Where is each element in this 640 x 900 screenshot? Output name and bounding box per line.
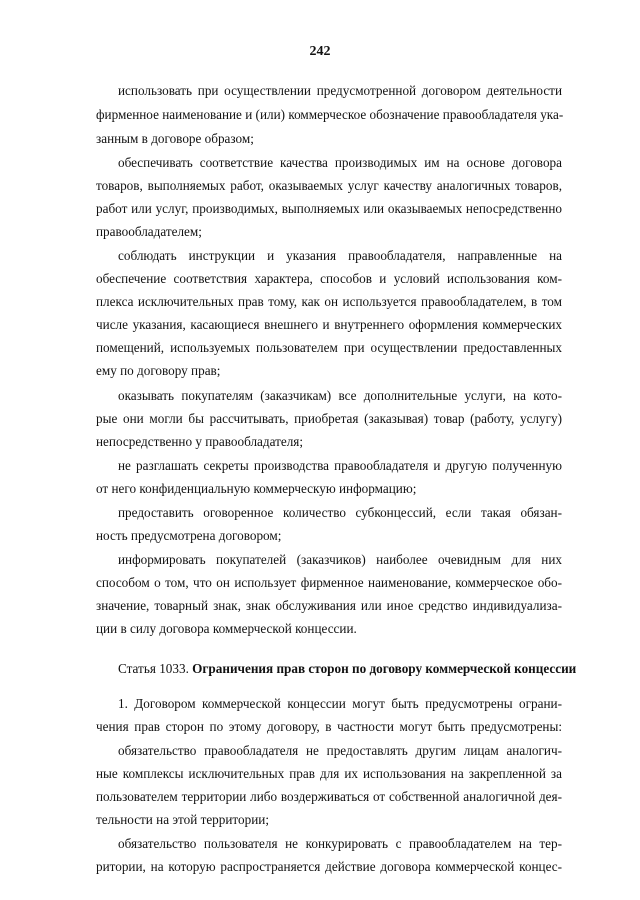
text-line: чения прав сторон по этому договору, в частности могут быть предусмотрены: (96, 719, 562, 734)
text-line: оказывать покупателям (заказчикам) все дополнительные услуги, на кото- (118, 388, 562, 403)
text-line: фирменное наименование и (или) коммерческое обозначение правообладателя ука- (96, 107, 564, 122)
text-line: правообладателем; (96, 224, 202, 239)
text-line: ные комплексы исключительных прав для их использования на закрепленной за (96, 766, 562, 781)
page-number: 242 (309, 44, 331, 59)
text-line: работ или услуг, производимых, выполняемых или оказываемых непосредственно (96, 201, 562, 216)
text-line: тельности на этой территории; (96, 812, 269, 827)
article-heading (118, 660, 640, 678)
text-line: информировать покупателей (заказчиков) наиболее очевидным для них (118, 552, 562, 567)
text-line: товаров, выполняемых работ, оказываемых услуг качеству аналогичных товаров, (96, 178, 562, 193)
text-line: способом о том, что он использует фирменное наименование, коммерческое обо- (96, 575, 562, 590)
text-line: непосредственно у правообладателя; (96, 434, 304, 449)
text-line: значение, товарный знак, знак обслуживания или иное средство индивидуализа- (96, 598, 562, 613)
text-line: от него конфиденциальную коммерческую информацию; (96, 481, 417, 496)
text-line: рые они могли бы рассчитывать, приобретая (заказывая) товар (работу, услугу) (96, 411, 562, 426)
text-line: 1. Договором коммерческой концессии могут быть предусмотрены ограни- (118, 696, 562, 711)
text-line: не разглашать секреты производства правообладателя и другую полученную (118, 458, 562, 473)
text-line: использовать при осуществлении предусмотренной договором деятельности (118, 83, 562, 98)
text-line: ему по договору прав; (96, 363, 221, 378)
text-line: занным в договоре образом; (96, 131, 254, 146)
text-line: помещений, используемых пользователем при осуществлении предоставленных (96, 340, 562, 355)
article-title: Ограничения прав сторон по договору коммерческой концессии (192, 661, 577, 676)
text-line: обязательство правообладателя не предоставлять другим лицам аналогич- (118, 743, 562, 758)
article-number: Статья 1033. (118, 661, 189, 676)
text-line: обеспечивать соответствие качества производимых им на основе договора (118, 155, 562, 170)
text-line: ность предусмотрена договором; (96, 528, 282, 543)
text-line: обеспечение соответствия характера, способов и условий использования ком- (96, 271, 562, 286)
text-line: числе указания, касающиеся внешнего и внутреннего оформления коммерческих (96, 317, 562, 332)
text-line: ции в силу договора коммерческой концессии. (96, 621, 357, 636)
text-line: соблюдать инструкции и указания правообладателя, направленные на (118, 248, 562, 263)
text-line: плекса исключительных прав тому, как он используется правообладателем, в том (96, 294, 562, 309)
text-line: пользователем территории либо воздерживаться от собственной аналогичной дея- (96, 789, 562, 804)
text-line: ритории, на которую распространяется действие договора коммерческой концес- (96, 859, 562, 874)
text-line: предоставить оговоренное количество субконцессий, если такая обязан- (118, 505, 562, 520)
text-line: обязательство пользователя не конкурировать с правообладателем на тер- (118, 836, 562, 851)
